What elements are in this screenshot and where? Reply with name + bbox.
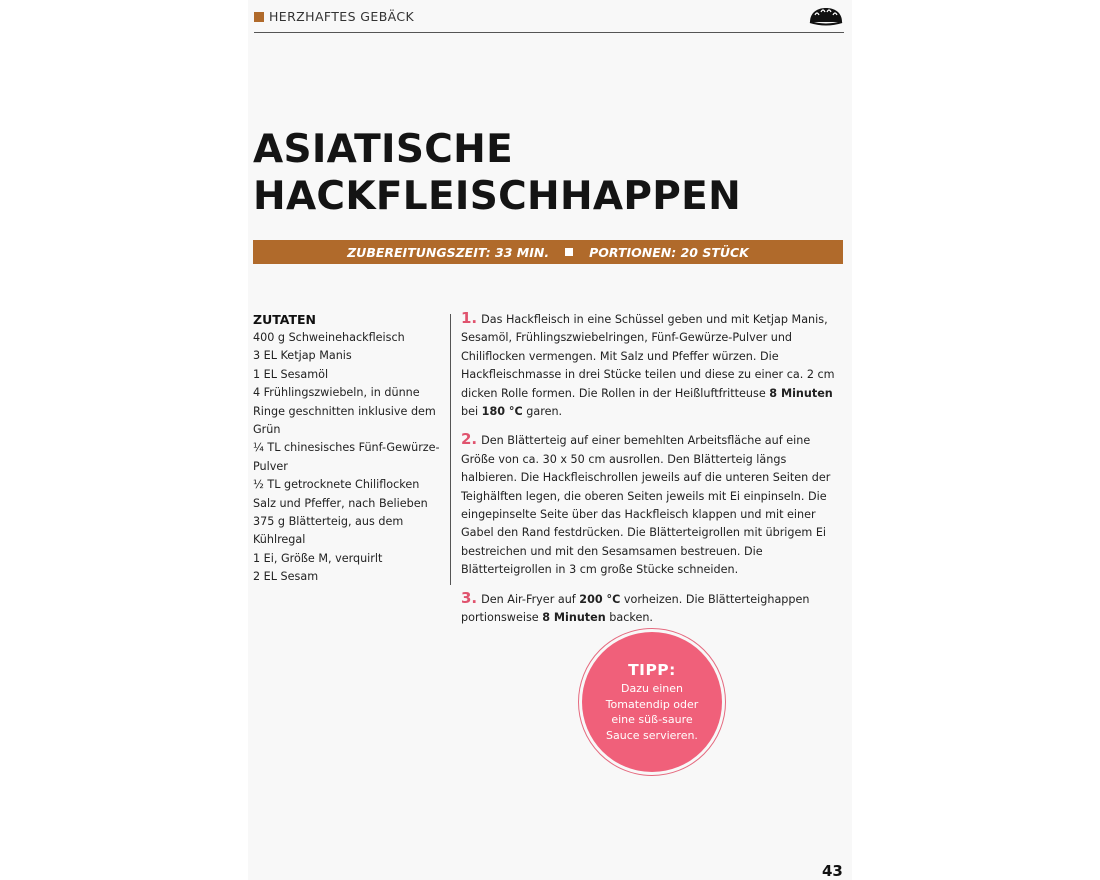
- step-number: 3.: [461, 588, 478, 607]
- section-marker: [254, 12, 264, 22]
- column-divider: [450, 314, 451, 585]
- step-text: bei: [461, 405, 482, 419]
- step-3: [461, 589, 843, 628]
- recipe-title: [253, 126, 741, 220]
- tip-circle: [578, 628, 726, 776]
- portions: PORTIONEN: 20 STÜCK: [589, 244, 749, 260]
- step-text: Das Hackfleisch in eine Schüssel geben und mit Ketjap Manis, Sesamöl, Frühlingszwiebelringen, Fünf-Gewürze-Pulver und Chiliflocken vermengen. Mit Salz und Pfeffer würzen. Die Hackfleischmasse in drei Stücke teilen und diese zu einer ca. 2 cm dicken Rolle formen. Die Rollen in der Heißluftfritteuse: [461, 313, 835, 400]
- page-header: [254, 8, 844, 33]
- section-title: HERZHAFTES GEBÄCK: [269, 9, 415, 24]
- step-1: [461, 309, 843, 421]
- step-number: 2.: [461, 430, 478, 449]
- instructions: [461, 309, 843, 637]
- ingredient-item: ½ TL getrocknete Chiliflocken: [253, 478, 420, 492]
- separator-square: [565, 248, 573, 256]
- ingredients-section: [253, 311, 445, 587]
- ingredients-heading: ZUTATEN: [253, 312, 317, 327]
- page-number: 43: [822, 862, 843, 880]
- step-number: 1.: [461, 309, 478, 327]
- ingredient-item: 4 Frühlingszwiebeln, in dünne Ringe geschnitten inklusive dem Grün: [253, 386, 436, 437]
- ingredients-list: [253, 329, 445, 587]
- tip-title: TIPP:: [628, 661, 676, 679]
- step-2: [461, 430, 843, 579]
- ingredient-item: 375 g Blätterteig, aus dem Kühlregal: [253, 515, 404, 547]
- info-bar: [253, 240, 843, 264]
- tip-text: Dazu einen Tomatendip oder eine süß-saure Sauce servieren.: [605, 682, 699, 742]
- recipe-title-line-2: HACKFLEISCHHAPPEN: [253, 174, 742, 219]
- prep-time: ZUBEREITUNGSZEIT: 33 MIN.: [347, 244, 550, 260]
- step-text: Den Blätterteig auf einer bemehlten Arbeitsfläche auf eine Größe von ca. 30 x 50 cm ausrollen. Den Blätterteig längs halbieren. Die Hackfleischrollen jeweils auf die unteren Seiten der Teighälften legen, die oberen Seiten jeweils mit Ei einpinseln. Die eingepinselte Seite über das Hackfleisch klappen und mit einer Gabel den Rand festdrücken. Die Blätterteigrollen mit übrigem Ei bestreichen und mit den Sesamsamen bestreuen. Die Blätterteigrollen in 3 cm große Stücke schneiden.: [461, 434, 831, 577]
- pastry-icon: [808, 5, 844, 27]
- tip-badge: [582, 632, 722, 772]
- ingredient-item: Salz und Pfeffer, nach Belieben: [253, 496, 428, 510]
- step-text: garen.: [522, 405, 563, 419]
- step-text: backen.: [605, 611, 653, 625]
- step-text: Den Air-Fryer auf: [481, 592, 580, 606]
- ingredient-item: 3 EL Ketjap Manis: [253, 349, 352, 363]
- ingredient-item: 1 EL Sesamöl: [253, 367, 329, 381]
- step-emphasis: 200 °C: [579, 592, 621, 606]
- recipe-title-line-1: ASIATISCHE: [253, 127, 514, 172]
- ingredient-item: ¼ TL chinesisches Fünf-Gewürze-Pulver: [253, 441, 440, 473]
- ingredient-item: 2 EL Sesam: [253, 570, 319, 584]
- ingredient-item: 400 g Schweinehackfleisch: [253, 331, 405, 344]
- step-emphasis: 180 °C: [481, 405, 523, 419]
- step-emphasis: 8 Minuten: [542, 611, 606, 625]
- step-text: vorheizen. Die Blätterteighappen portionsweise: [461, 592, 810, 625]
- step-emphasis: 8 Minuten: [769, 386, 833, 400]
- ingredient-item: 1 Ei, Größe M, verquirlt: [253, 551, 383, 565]
